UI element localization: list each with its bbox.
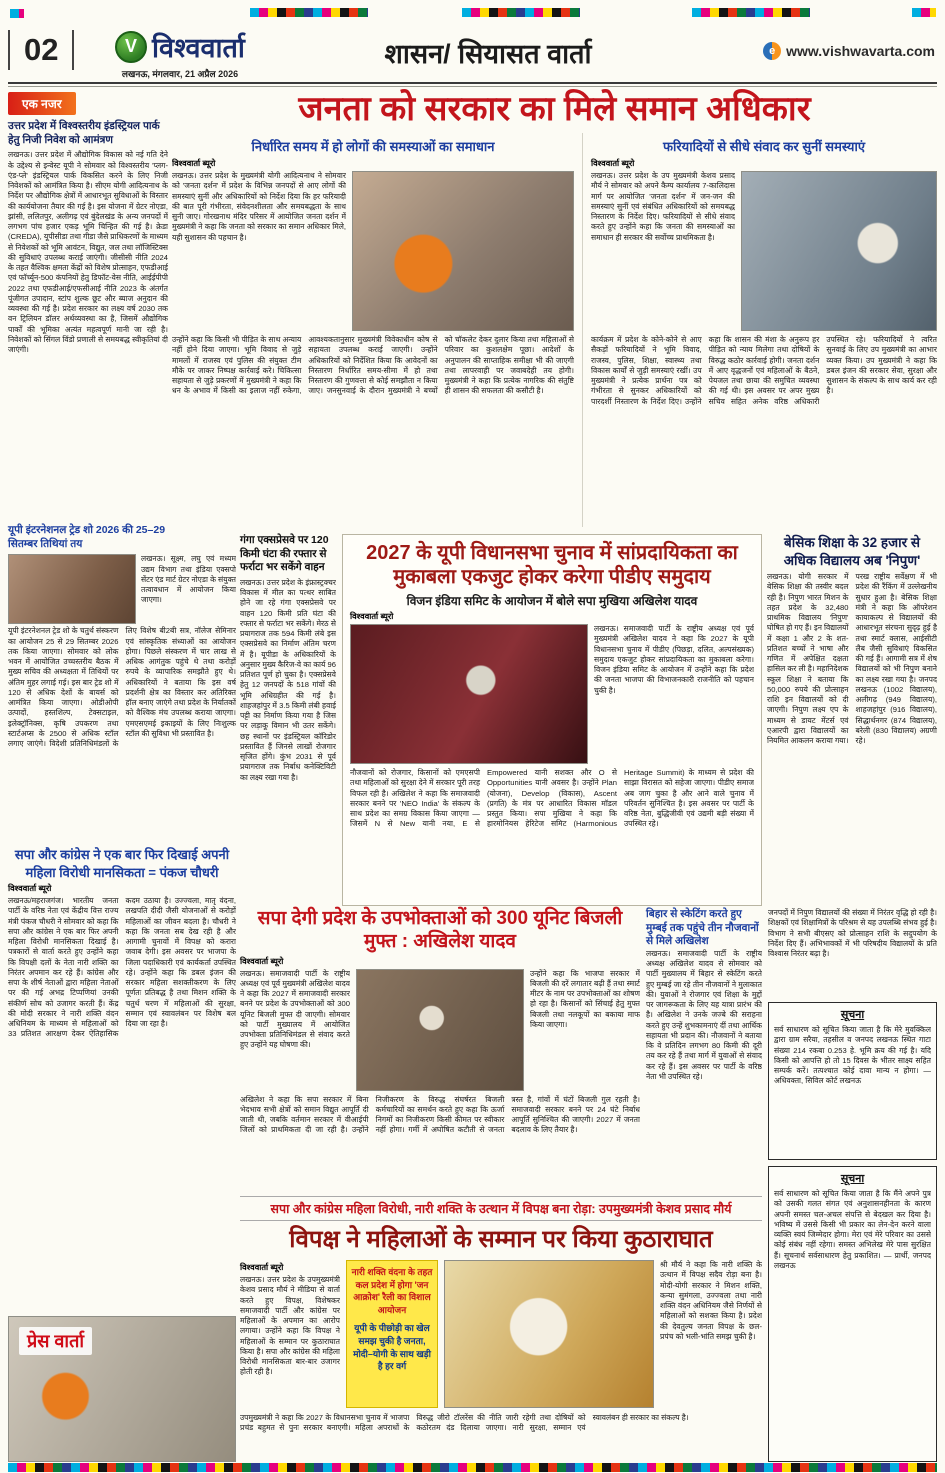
mahila-body: लखनऊ/महराजगंज। भारतीय जनता पार्टी के वरिष्ठ नेता एवं केंद्रीय वित्त राज्य मंत्री पंकज चौधरी ने सोमवार को कहा कि सपा और कांग्रेस ने एक बार फिर अपनी महिला विरोधी मानसिकता दिखाई है। पत्रकारों से वार्ता करते हुए उन्होंने कहा कि विपक्षी दलों के नेता नारी शक्ति का निरंतर अपमान कर रहे हैं। कांग्रेस और सपा के शीर्ष नेताओं द्वारा महिला नेताओं पर की गई अभद्र टिप्पणियां उनकी संकीर्ण सोच को उजागर करती हैं। केंद्र की मोदी सरकार ने नारी शक्ति वंदन अधिनियम के माध्यम से महिलाओं को 33 प्रतिशत आरक्षण देकर ऐतिहासिक कदम उठाया है। उज्ज्वला, मातृ वंदना, लखपति दीदी जैसी योजनाओं से करोड़ों महिलाओं का जीवन बदला है। चौधरी ने कहा कि जनता सब देख रही है और आगामी चुनावों में विपक्ष को करारा जवाब देगी। इस अवसर पर भाजपा के जिला पदाधिकारी एवं कार्यकर्ता उपस्थित रहे। उन्होंने कहा कि डबल इंजन की सरकार महिला सशक्तीकरण के लिए पूर्णतः प्रतिबद्ध है तथा मिशन शक्ति के चतुर्थ चरण में महिलाओं की सुरक्षा, सम्मान एवं स्वावलंबन पर विशेष बल दिया जा रहा है। [8,896,236,1039]
notice-2-body: सर्व साधारण को सूचित किया जाता है कि मैंने अपने पुत्र को उसकी गलत संगत एवं अनुशासनहीनता के कारण अपनी समस्त चल-अचल संपत्ति से बेदखल कर दिया है। भविष्य में उससे किसी भी प्रकार का लेन-देन करने वाला व्यक्ति स्वयं जिम्मेदार होगा। मेरा एवं मेरे परिवार का उससे कोई संबंध नहीं रहेगा। समस्त अभिलेख मेरे पास सुरक्षित हैं। सूचनार्थ सर्वसाधारण हेतु प्रकाशित। — प्रार्थी, जनपद लखनऊ [774,1189,931,1270]
kuthar-headline: विपक्ष ने महिलाओं के सम्मान पर किया कुठाराघात [289,1226,713,1253]
notice-box-2 [768,1166,937,1462]
photo-akhilesh-vision-india-summit [350,624,588,764]
nipun-continuation: जनपदों में निपुण विद्यालयों की संख्या में निरंतर वृद्धि हो रही है। शिक्षकों एवं शिक्षामित्रों के परिश्रम से यह उपलब्धि संभव हुई है। विभाग ने सभी बीएसए को प्रोत्साहन राशि के सदुपयोग के निर्देश दिए हैं। अभिभावकों में भी परिषदीय विद्यालयों के प्रति विश्वास निरंतर बढ़ा है। [768,908,937,958]
header-rule [8,82,937,84]
byline: विश्ववार्ता ब्यूरो [240,956,284,966]
notice-1-title: सूचना [840,1009,865,1021]
skating-body: लखनऊ। समाजवादी पार्टी के राष्ट्रीय अध्यक्ष अखिलेश यादव से सोमवार को पार्टी मुख्यालय में बिहार से स्केटिंग करते हुए मुम्बई जा रहे तीन नौजवानों ने मुलाकात की। युवाओं ने रोजगार एवं शिक्षा के मुद्दों पर जागरूकता के लिए यह यात्रा प्रारंभ की है। अखिलेश ने उनके जज्बे की सराहना करते हुए उन्हें शुभकामनाएं दीं तथा आर्थिक सहायता भी प्रदान की। नौजवानों ने बताया कि वे प्रतिदिन लगभग 80 किमी की दूरी तय कर रहे हैं तथा मार्ग में युवाओं से संवाद कर रहे हैं। इस अवसर पर पार्टी के वरिष्ठ नेता भी उपस्थित रहे। [646,948,762,1081]
trade-show-body: यूपी इंटरनेशनल ट्रेड शो के चतुर्थ संस्करण का आयोजन 25 से 29 सितम्बर 2026 तक किया जाएगा। सोमवार को लोक भवन में आयोजित उच्चस्तरीय बैठक में मुख्य सचिव की अध्यक्षता में तिथियों पर अंतिम मुहर लगाई गई। इस बार ट्रेड शो में 120 से अधिक देशों के बायर्स को आमंत्रित किया जाएगा। ओडीओपी उत्पादों, हस्तशिल्प, टेक्सटाइल, इलेक्ट्रॉनिक्स, कृषि उपकरण तथा स्टार्टअप्स के 2500 से अधिक स्टॉल लगाए जाएंगे। विदेशी प्रतिनिधिमंडलों के लिए विशेष बी2बी सत्र, नॉलेज सेमिनार एवं सांस्कृतिक संध्याओं का आयोजन होगा। पिछले संस्करण में चार लाख से अधिक आगंतुक पहुंचे थे तथा करोड़ों रुपये के व्यापारिक समझौते हुए थे। अधिकारियों ने बताया कि इस वर्ष प्रदर्शनी क्षेत्र का विस्तार कर अतिरिक्त हॉल बनाए जाएंगे तथा प्रदेश के निर्यातकों को वैश्विक मंच उपलब्ध कराया जाएगा। एमएसएमई इकाइयों के लिए निःशुल्क स्टॉल की सुविधा भी प्रस्तावित है। [8,626,236,749]
reg-mark-top-right [912,8,936,17]
trade-show-body-lede: लखनऊ। सूक्ष्म, लघु एवं मध्यम उद्यम विभाग तथा इंडिया एक्सपो सेंटर एंड मार्ट ग्रेटर नोएडा के संयुक्त तत्वावधान में आयोजन किया जाएगा। [141,554,236,605]
dateline: लखनऊ, मंगलवार, 21 अप्रैल 2026 [121,69,239,79]
lead-right-half [582,133,937,527]
ek-nazar-headline: उत्तर प्रदेश में विश्वस्तरीय इंडस्ट्रियल पार्क हेतु निजी निवेश को आमंत्रण [8,120,160,147]
bijli-headline: सपा देगी प्रदेश के उपभोक्ताओं को 300 यूनिट बिजली मुफ्त : अखिलेश यादव [257,908,623,952]
header-rule-thin [8,86,937,87]
kuthar-body-a: लखनऊ। उत्तर प्रदेश के उपमुख्यमंत्री केशव प्रसाद मौर्य ने मीडिया से वार्ता करते हुए विपक्ष, विशेषकर समाजवादी पार्टी और कांग्रेस पर महिलाओं के अपमान का आरोप लगाया। उन्होंने कहा कि विपक्ष ने महिलाओं के सम्मान पर कुठाराघात किया है। सपा और कांग्रेस की महिला विरोधी मानसिकता बार-बार उजागर होती रही है। [240,1275,340,1377]
website-url[interactable]: www.vishwavarta.com [786,43,935,59]
ek-nazar-label: एक नजर [8,92,76,115]
ek-nazar-body: लखनऊ। उत्तर प्रदेश में औद्योगिक विकास को नई गति देने के उद्देश्य से इन्वेस्ट यूपी ने सोमवार को विश्वस्तरीय 'प्लग-एंड-प्ले' इंडस्ट्रियल पार्क विकसित करने के लिए निजी निवेशकों को आमंत्रित किया है। सीएम योगी आदित्यनाथ के निर्देश पर औद्योगिक क्षेत्रों में आधारभूत सुविधाओं के विस्तार की कार्ययोजना तैयार की गई है। इस योजना में ग्रेटर नोएडा, झांसी, ललितपुर, अलीगढ़ एवं बुंदेलखंड के अन्य जनपदों में लगभग पांच हजार एकड़ भूमि चिन्हित की गई है। क्रेडा (CREDA), यूपीसीडा तथा गीडा जैसे प्राधिकरणों के माध्यम से निवेशकों को भूमि आवंटन, विद्युत, जल तथा लॉजिस्टिक्स की सुविधाएं उपलब्ध कराई जाएंगी। जीसीसी नीति 2024 के तहत वैश्विक क्षमता केंद्रों को विशेष प्रोत्साहन, एफडीआई एवं फॉर्च्यून-500 कंपनियों हेतु डिफॉट-वेस नीति, आईईपीपी 2022 तथा एफडीआई/एफसीआई नीति 2023 के अंतर्गत पूंजीगत उपादान, स्टांप शुल्क छूट और ब्याज अनुदान की व्यवस्था की गई है। प्रदेश सरकार का लक्ष्य वर्ष 2030 तक वन ट्रिलियन डॉलर अर्थव्यवस्था का है, जिसमें औद्योगिक पार्कों की भूमिका अत्यंत महत्वपूर्ण मानी जा रही है। निवेशकों को सिंगल विंडो प्रणाली से समयबद्ध स्वीकृतियां दी जाएंगी। [8,150,168,355]
photo-cm-janata-darshan [352,171,574,331]
vishwavarta-logo-icon: V [115,31,147,63]
masthead-title: विश्ववार्ता [152,33,245,63]
reg-mark-bottom [8,1463,937,1472]
skating-headline: बिहार से स्केटिंग करते हुए मुम्बई तक पहुंचे तीन नौजवानों से मिले अखिलेश [646,908,759,948]
reg-mark-top-1 [250,8,368,17]
article-kutharaghat [240,1260,762,1462]
article-free-electricity [240,908,640,1192]
byline: विश्ववार्ता ब्यूरो [172,159,216,169]
byline: विश्ववार्ता ब्यूरो [240,1263,284,1272]
mahila-headline: सपा और कांग्रेस ने एक बार फिर दिखाई अपनी महिला विरोधी मानसिकता = पंकज चौधरी [14,847,230,880]
reg-mark-top-2 [462,8,580,17]
kuthar-strapline: सपा और कांग्रेस महिला विरोधी, नारी शक्ति के उत्थान में विपक्ष बना रोड़ा: उपमुख्यमंत्री केशव प्रसाद मौर्य [240,1196,762,1221]
byline: विश्ववार्ता ब्यूरो [591,159,635,169]
photo-trade-show-meeting [8,554,136,624]
lead-subhead-right: फरियादियों से सीधे संवाद कर सुनीं समस्याएं [662,139,866,155]
article-ek-nazar [8,92,168,520]
epaper-icon: e [763,42,781,60]
pda-subhead: विजन इंडिया समिट के आयोजन में बोले सपा मुखिया अखिलेश यादव [406,594,698,608]
lead-left-body-b: उन्होंने कहा कि किसी भी पीड़ित के साथ अन्याय नहीं होने दिया जाएगा। भूमि विवाद से जुड़े मामलों में राजस्व एवं पुलिस की संयुक्त टीम मौके पर जाकर निष्पक्ष कार्रवाई करे। चिकित्सा सहायता से जुड़े प्रकरणों में मुख्यमंत्री ने कहा कि धन के अभाव में किसी का इलाज नहीं रुकेगा, आवश्यकतानुसार मुख्यमंत्री विवेकाधीन कोष से सहायता उपलब्ध कराई जाएगी। उन्होंने अधिकारियों को निर्देशित किया कि आवेदनों का निस्तारण निर्धारित समय-सीमा में हो तथा निस्तारण की गुणवत्ता से कोई समझौता न किया जाए। जनसुनवाई के दौरान मुख्यमंत्री ने बच्चों को चॉकलेट देकर दुलार किया तथा महिलाओं से परिवार का कुशलक्षेम पूछा। आदेशों के अनुपालन की साप्ताहिक समीक्षा भी की जाएगी तथा लापरवाही पर जवाबदेही तय होगी। मुख्यमंत्री ने कहा कि प्रत्येक नागरिक की संतुष्टि ही शासन की सफलता की कसौटी है। [172,335,574,396]
lead-left-body-a: लखनऊ। उत्तर प्रदेश के मुख्यमंत्री योगी आदित्यनाथ ने सोमवार को 'जनता दर्शन' में प्रदेश के विभिन्न जनपदों से आए लोगों की समस्याएं सुनीं और अधिकारियों को निर्देश दिया कि हर फरियादी की बात पूरी गंभीरता, संवेदनशीलता और समयबद्धता के साथ सुनी जाए। गोरखनाथ मंदिर परिसर में आयोजित जनता दर्शन में मुख्यमंत्री ने कहा कि जनता को सरकार का समान अधिकार मिले, यही सुशासन की पहचान है। [172,171,346,242]
photo-keshav-prasad-maurya [444,1260,654,1408]
lead-right-body-b: कार्यक्रम में प्रदेश के कोने-कोने से आए सैकड़ों फरियादियों ने भूमि विवाद, राजस्व, पुलिस, शिक्षा, स्वास्थ्य तथा विकास कार्यों से जुड़ी समस्याएं रखीं। उप मुख्यमंत्री ने प्रत्येक प्रार्थना पत्र को गंभीरता से सुनकर अधिकारियों को पारदर्शी निस्तारण के निर्देश दिए। उन्होंने कहा कि शासन की मंशा के अनुरूप हर पीड़ित को न्याय मिलेगा तथा दोषियों के विरुद्ध कठोर कार्रवाई होगी। जनता दर्शन में आए वृद्धजनों एवं महिलाओं के बैठने, पेयजल तथा छाया की समुचित व्यवस्था की गई थी। इस अवसर पर अपर मुख्य सचिव सहित अनेक वरिष्ठ अधिकारी उपस्थित रहे। फरियादियों ने त्वरित सुनवाई के लिए उप मुख्यमंत्री का आभार व्यक्त किया। उप मुख्यमंत्री ने कहा कि डबल इंजन की सरकार सेवा, सुरक्षा और सुशासन के संकल्प के साथ कार्य कर रही है। [591,335,937,406]
ganga-body: लखनऊ। उत्तर प्रदेश के इंफ्रास्ट्रक्चर विकास में मील का पत्थर साबित होने जा रहे गंगा एक्सप्रेसवे पर वाहन 120 किमी प्रति घंटा की रफ्तार से फर्राटा भर सकेंगे। मेरठ से प्रयागराज तक 594 किमी लंबे इस एक्सप्रेसवे का निर्माण अंतिम चरण में है। यूपीडा के अधिकारियों के अनुसार मुख्य कैरिज-वे का कार्य 96 प्रतिशत पूर्ण हो चुका है। एक्सप्रेसवे हेतु 12 जनपदों के 518 गांवों की भूमि अधिग्रहीत की गई है। शाहजहांपुर में 3.5 किमी लंबी हवाई पट्टी का निर्माण किया गया है जिस पर लड़ाकू विमान भी उतर सकेंगे। छह स्थानों पर इंडस्ट्रियल कॉरिडोर प्रस्तावित हैं जिनसे लाखों रोजगार सृजित होंगे। कुंभ 2031 से पूर्व प्रयागराज तक निर्बाध कनेक्टिविटी का लक्ष्य रखा गया है। [240,577,336,782]
byline: विश्ववार्ता ब्यूरो [8,884,52,894]
kuthar-body-b: श्री मौर्य ने कहा कि नारी शक्ति के उत्थान में विपक्ष सदैव रोड़ा बना है। मोदी-योगी सरकार ने मिशन शक्ति, कन्या सुमंगला, उज्ज्वला तथा नारी शक्ति वंदन अधिनियम जैसे निर्णयों से महिलाओं को सशक्त किया है। प्रदेश की देवतुल्य जनता विपक्ष के छल-प्रपंच को भली-भांति समझ चुकी है। [660,1260,762,1341]
pda-headline: 2027 के यूपी विधानसभा चुनाव में सांप्रदायिकता का मुकाबला एकजुट होकर करेगा पीडीए समुदाय [366,542,738,588]
photo-deputy-cm-janata-darshan [741,171,937,331]
article-mahila-virodhi [8,846,236,1312]
nipun-body: लखनऊ। योगी सरकार में बेसिक शिक्षा की तस्वीर बदल रही है। निपुण भारत मिशन के तहत प्रदेश के 32,480 प्राथमिक विद्यालय 'निपुण' घोषित हो गए हैं। इन विद्यालयों में कक्षा 1 और 2 के शत-प्रतिशत बच्चों ने भाषा और गणित में अपेक्षित दक्षता हासिल कर ली है। महानिदेशक स्कूल शिक्षा ने बताया कि 50,000 रुपये की प्रोत्साहन राशि इन विद्यालयों को दी जाएगी। निपुण लक्ष्य एप के माध्यम से डायट मेंटर्स एवं एआरपी द्वारा विद्यालयों का नियमित आकलन कराया गया। परख राष्ट्रीय सर्वेक्षण में भी प्रदेश की रैंकिंग में उल्लेखनीय सुधार हुआ है। बेसिक शिक्षा मंत्री ने कहा कि ऑपरेशन कायाकल्प से विद्यालयों की आधारभूत संरचना सुदृढ़ हुई है तथा स्मार्ट क्लास, आईसीटी लैब जैसी सुविधाएं विकसित की गई हैं। आगामी सत्र में शेष विद्यालयों को भी निपुण बनाने का लक्ष्य रखा गया है। जनपद लखनऊ (1002 विद्यालय), अलीगढ़ (949 विद्यालय), शाहजहांपुर (916 विद्यालय), सिद्धार्थनगर (874 विद्यालय), बरेली (830 विद्यालय) अग्रणी रहे। [767,572,937,746]
photo-press-conference [8,1316,236,1462]
lead-right-body-a: लखनऊ। उत्तर प्रदेश के उप मुख्यमंत्री केशव प्रसाद मौर्य ने सोमवार को अपने कैम्प कार्यालय 7-कालिदास मार्ग पर आयोजित 'जनता दर्शन' में जन-जन की समस्याएं सुनीं एवं संबंधित अधिकारियों को समयबद्ध निस्तारण के निर्देश दिए। फरियादियों से सीधे संवाद करते हुए उन्होंने कहा कि जनता की समस्याओं का समाधान ही सरकार की सर्वोच्च प्राथमिकता है। [591,171,735,242]
pda-body-a: लखनऊ। समाजवादी पार्टी के राष्ट्रीय अध्यक्ष एवं पूर्व मुख्यमंत्री अखिलेश यादव ने कहा कि 2027 के यूपी विधानसभा चुनाव में पीडीए (पिछड़ा, दलित, अल्पसंख्यक) समुदाय एकजुट होकर सांप्रदायिकता का मुकाबला करेगा। विजन इंडिया समिट के आयोजन में उन्होंने कहा कि प्रदेश की जनता भाजपा की विभाजनकारी राजनीति को पहचान चुकी है। [594,624,754,695]
kuthar-body-c: उपमुख्यमंत्री ने कहा कि 2027 के विधानसभा चुनाव में भाजपा प्रचंड बहुमत से पुनः सरकार बनाएगी। महिला अपराधों के विरुद्ध जीरो टॉलरेंस की नीति जारी रहेगी तथा दोषियों को कठोरतम दंड दिलाया जाएगा। नारी सुरक्षा, सम्मान एवं स्वावलंबन ही सरकार का संकल्प है। [240,1413,689,1433]
notice-box-1 [768,1002,937,1160]
lead-left-half [172,133,574,527]
trade-show-headline: यूपी इंटरनेशनल ट्रेड शो 2026 की 25–29 सितम्बर तिथियां तय [8,524,166,550]
notice-2-title: सूचना [840,1173,865,1185]
page-number: 02 [8,30,74,70]
article-skating-youths [646,908,762,1192]
reg-mark-top-3 [692,8,810,17]
pda-body-b: नौजवानों को रोजगार, किसानों को एमएसपी तथा महिलाओं को सुरक्षा देने में सरकार पूरी तरह विफल रही है। अखिलेश ने कहा कि समाजवादी सरकार बनने पर 'NEO India' के संकल्प के साथ प्रदेश का समग्र विकास किया जाएगा — जिसमें N से New यानी नया, E से Empowered यानी सशक्त और O से Opportunities यानी अवसर है। उन्होंने Plan (योजना), Develop (विकास), Ascent (प्रगति) के मंत्र पर आधारित विकास मॉडल प्रस्तुत किया। सपा मुखिया ने कहा कि हारमोनियस हेरिटेज समिट (Harmonious Heritage Summit) के माध्यम से प्रदेश की साझा विरासत को सहेजा जाएगा। पीडीए समाज अब जाग चुका है और आने वाले चुनाव में परिवर्तन सुनिश्चित है। इस अवसर पर पार्टी के वरिष्ठ नेता, बुद्धिजीवी एवं उद्यमी बड़ी संख्या में उपस्थित रहे। [350,768,754,829]
article-trade-show [8,524,236,842]
kuthar-highlight-2: यूपी के पीछोड़ी का खेल समझ चुकी है जनता, मोदी–योगी के साथ खड़ी है हर वर्ग [353,1323,431,1372]
website-block [763,42,935,60]
section-title: शासन/ सियासत वार्ता [384,39,592,69]
kuthar-left-col [240,1260,340,1409]
reg-mark-top-left [10,9,24,18]
photo-akhilesh-bijli-meeting [356,969,524,1091]
ganga-headline: गंगा एक्सप्रेसवे पर 120 किमी घंटा की रफ्तार से फर्राटा भर सकेंगे वाहन [240,534,329,574]
kuthar-highlight-1: नारी शक्ति वंदना के तहत कल प्रदेश में होगा 'जन आक्रोश' रैली का विशाल आयोजन [351,1267,433,1315]
kuthar-highlight-box [346,1260,438,1408]
page-header [8,28,937,80]
lead-headline: जनता को सरकार का मिले समान अधिकार [298,90,811,128]
lead-subhead-left: निर्धारित समय में हो लोगों की समस्याओं का समाधान [251,139,495,155]
press-vaarta-label: प्रेस वार्ता [19,1327,92,1355]
bijli-body-c: अखिलेश ने कहा कि सपा सरकार में बिना भेदभाव सभी क्षेत्रों को समान विद्युत आपूर्ति दी जाती थी, जबकि वर्तमान सरकार में वीआईपी जिलों को प्राथमिकता दी जा रही है। उन्होंने निजीकरण के विरुद्ध संघर्षरत बिजली कर्मचारियों का समर्थन करते हुए कहा कि ऊर्जा निगमों का निजीकरण किसी कीमत पर स्वीकार नहीं होगा। गर्मी में अघोषित कटौती से जनता त्रस्त है, गांवों में घंटों बिजली गुल रहती है। समाजवादी सरकार बनने पर 24 घंटे निर्बाध आपूर्ति सुनिश्चित की जाएगी। 2027 में जनता बदलाव के लिए तैयार है। [240,1094,640,1135]
article-lead [172,90,937,530]
article-nipun-schools [767,534,937,906]
notice-1-body: सर्व साधारण को सूचित किया जाता है कि मेरे मुवक्किल द्वारा ग्राम सरैया, तहसील व जनपद लखनऊ स्थित गाटा संख्या 214 रकबा 0.253 हे. भूमि क्रय की गई है। यदि किसी को आपत्ति हो तो 15 दिवस के भीतर साक्ष्य सहित सम्पर्क करें। तत्पश्चात कोई दावा मान्य न होगा। — अधिवक्ता, सिविल कोर्ट लखनऊ [774,1025,931,1086]
bijli-body-b: उन्होंने कहा कि भाजपा सरकार में बिजली की दरें लगातार बढ़ी हैं तथा स्मार्ट मीटर के नाम पर उपभोक्ताओं का शोषण हो रहा है। किसानों को सिंचाई हेतु मुफ्त बिजली तथा नलकूपों का बकाया माफ किया जाएगा। [530,968,640,1029]
byline: विश्ववार्ता ब्यूरो [350,612,394,621]
nipun-headline: बेसिक शिक्षा के 32 हजार से अधिक विद्यालय अब 'निपुण' [783,535,921,568]
bijli-body-a: लखनऊ। समाजवादी पार्टी के राष्ट्रीय अध्यक्ष एवं पूर्व मुख्यमंत्री अखिलेश यादव ने कहा कि 2027 में समाजवादी सरकार बनने पर प्रदेश के उपभोक्ताओं को 300 यूनिट बिजली मुफ्त दी जाएगी। सोमवार को पार्टी मुख्यालय में आयोजित उपभोक्ता प्रतिनिधिमंडल से संवाद करते हुए उन्होंने यह घोषणा की। [240,968,350,1050]
article-pda-summit [342,534,762,906]
masthead-block [80,28,280,80]
article-ganga-expressway [240,534,336,906]
